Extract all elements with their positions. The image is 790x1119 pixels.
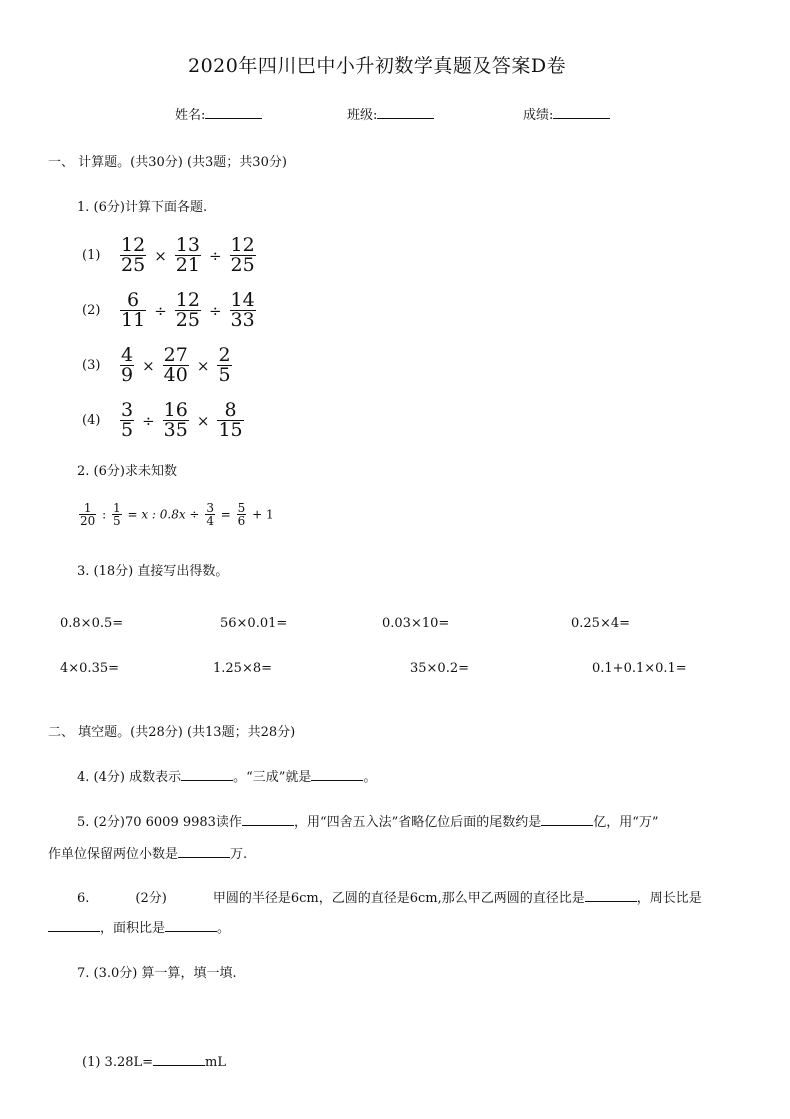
calc-4: 0.25×4= (571, 616, 631, 631)
calc-6: 1.25×8= (213, 661, 273, 676)
fraction-1-numerator: 3 (121, 399, 134, 421)
q1-item-label: (2) (82, 303, 101, 318)
q2-equation (77, 502, 274, 527)
fraction-1-numerator: 4 (121, 344, 134, 366)
q5-line-2 (48, 843, 247, 862)
fraction-2-numerator: 27 (163, 344, 188, 366)
q5-blank-3[interactable] (178, 843, 230, 858)
q1-item-2 (82, 291, 258, 330)
fraction-2 (163, 401, 189, 440)
name-field[interactable] (175, 104, 262, 123)
q4-blank-1[interactable] (181, 766, 233, 781)
q5-blank-1[interactable] (242, 811, 294, 826)
fraction-2-numerator: 13 (175, 234, 200, 256)
fraction-1 (120, 291, 146, 330)
q5-blank-2[interactable] (541, 811, 593, 826)
fraction-3-numerator: 2 (218, 344, 231, 366)
calc-7: 35×0.2= (410, 661, 470, 676)
class-blank[interactable] (377, 104, 434, 119)
page-title: 2020年四川巴中小升初数学真题及答案D卷 (188, 55, 567, 77)
q5-text-c: 亿，用“万” (593, 815, 659, 830)
fraction-2 (175, 291, 201, 330)
fraction-3 (230, 291, 256, 330)
fraction-1-denominator: 9 (121, 364, 134, 386)
eq-colon: : (102, 507, 107, 522)
fraction-1 (120, 401, 134, 440)
section1-heading: 一、 计算题。(共30分) (共3题；共30分) (48, 155, 287, 170)
calc-5: 4×0.35= (60, 661, 120, 676)
eq-frac-b: $\frac{1}{5}$ (112, 501, 121, 528)
q2-title: 2. (6分)求未知数 (77, 464, 177, 479)
q6-text-b: ，周长比是 (636, 891, 702, 906)
fraction-2-denominator: 40 (163, 364, 188, 386)
fraction-3 (217, 401, 243, 440)
fraction-3-numerator: 14 (230, 289, 255, 311)
q3-title: 3. (18分) 直接写出得数。 (77, 564, 229, 579)
name-label: 姓名: (175, 108, 206, 123)
q5-text-e: 万. (230, 847, 248, 862)
fraction-1-numerator: 6 (127, 289, 140, 311)
q5-text-a: 5. (2分)70 6009 9983读作 (77, 815, 242, 830)
q5-text-b: ，用“四舍五入法”省略亿位后面的尾数约是 (293, 815, 542, 830)
score-field[interactable] (523, 104, 610, 123)
eq-frac-c: $\frac{3}{4}$ (206, 501, 214, 528)
score-blank[interactable] (553, 104, 610, 119)
q1-item-4 (82, 401, 246, 440)
q6-line-1 (77, 887, 702, 906)
q1-item-label: (3) (82, 358, 101, 373)
q7-item1-unit: mL (205, 1055, 226, 1070)
fraction-3 (230, 236, 256, 275)
fraction-3-denominator: 25 (230, 254, 255, 276)
fraction-1-numerator: 12 (121, 234, 146, 256)
q7-title: 7. (3.0分) 算一算，填一填. (77, 966, 237, 981)
q6-text-a: 甲圆的半径是6cm，乙圆的直径是6cm,那么甲乙两圆的直径比是 (212, 891, 585, 906)
q1-title: 1. (6分)计算下面各题. (77, 200, 208, 215)
q4-text-b: 。“三成”就是 (233, 770, 312, 785)
q7-item1-text: (1) 3.28L= (82, 1055, 154, 1070)
q6-blank-1[interactable] (585, 887, 637, 902)
fraction-1 (120, 236, 146, 275)
eq-tail: + 1 (252, 507, 274, 522)
fraction-2 (175, 236, 201, 275)
q6-line-2 (48, 917, 230, 936)
fraction-1 (120, 346, 134, 385)
fraction-3-numerator: 8 (224, 399, 237, 421)
fraction-2-numerator: 12 (175, 289, 200, 311)
q4-blank-2[interactable] (311, 766, 363, 781)
fraction-2-denominator: 35 (163, 419, 188, 441)
fraction-3-numerator: 12 (230, 234, 255, 256)
fraction-2-denominator: 21 (175, 254, 200, 276)
fraction-1-denominator: 5 (121, 419, 134, 441)
q7-item-1 (82, 1051, 226, 1070)
operator-1: × (142, 356, 155, 375)
name-blank[interactable] (205, 104, 262, 119)
operator-2: × (196, 356, 210, 375)
q1-item-1 (82, 236, 258, 275)
calc-1: 0.8×0.5= (60, 616, 124, 631)
fraction-3 (217, 346, 231, 385)
calc-8: 0.1+0.1×0.1= (592, 661, 687, 676)
calc-2: 56×0.01= (220, 616, 288, 631)
q4-line (77, 766, 376, 785)
eq-frac-a: $\frac{1}{20}$ (80, 501, 96, 528)
eq-equals: = (220, 507, 231, 522)
fraction-3-denominator: 5 (218, 364, 231, 386)
operator-1: × (154, 246, 167, 265)
fraction-2-denominator: 25 (175, 309, 200, 331)
q5-line-1 (77, 811, 659, 830)
eq-frac-d: $\frac{5}{6}$ (237, 501, 246, 528)
fraction-3-denominator: 33 (230, 309, 255, 331)
calc-3: 0.03×10= (382, 616, 450, 631)
q1-item-label: (1) (82, 248, 101, 263)
operator-2: ÷ (208, 246, 222, 265)
q6-text-c: ，面积比是 (100, 921, 166, 936)
q6-blank-2[interactable] (48, 917, 100, 932)
class-field[interactable] (347, 104, 434, 123)
operator-2: ÷ (208, 301, 222, 320)
eq-mid: = x : 0.8x ÷ (127, 507, 200, 522)
q6-number: 6. (77, 891, 90, 906)
q4-text-c: 。 (363, 770, 377, 785)
q1-item-3 (82, 346, 234, 385)
fraction-1-denominator: 25 (121, 254, 146, 276)
q4-text-a: 4. (4分) 成数表示 (77, 770, 182, 785)
class-label: 班级: (347, 108, 378, 123)
fraction-1-denominator: 11 (121, 309, 146, 331)
q6-score: (2分) (135, 891, 167, 906)
q6-text-d: 。 (217, 921, 231, 936)
operator-1: ÷ (142, 411, 155, 430)
q7-blank-1[interactable] (153, 1051, 205, 1066)
q1-item-label: (4) (82, 413, 101, 428)
operator-1: ÷ (154, 301, 167, 320)
q5-text-d: 作单位保留两位小数是 (48, 847, 179, 862)
section2-heading: 二、 填空题。(共28分) (共13题；共28分) (48, 725, 296, 740)
fraction-2 (163, 346, 189, 385)
fraction-3-denominator: 15 (218, 419, 243, 441)
fraction-2-numerator: 16 (163, 399, 188, 421)
score-label: 成绩: (523, 108, 554, 123)
q6-blank-3[interactable] (165, 917, 217, 932)
operator-2: × (196, 411, 210, 430)
